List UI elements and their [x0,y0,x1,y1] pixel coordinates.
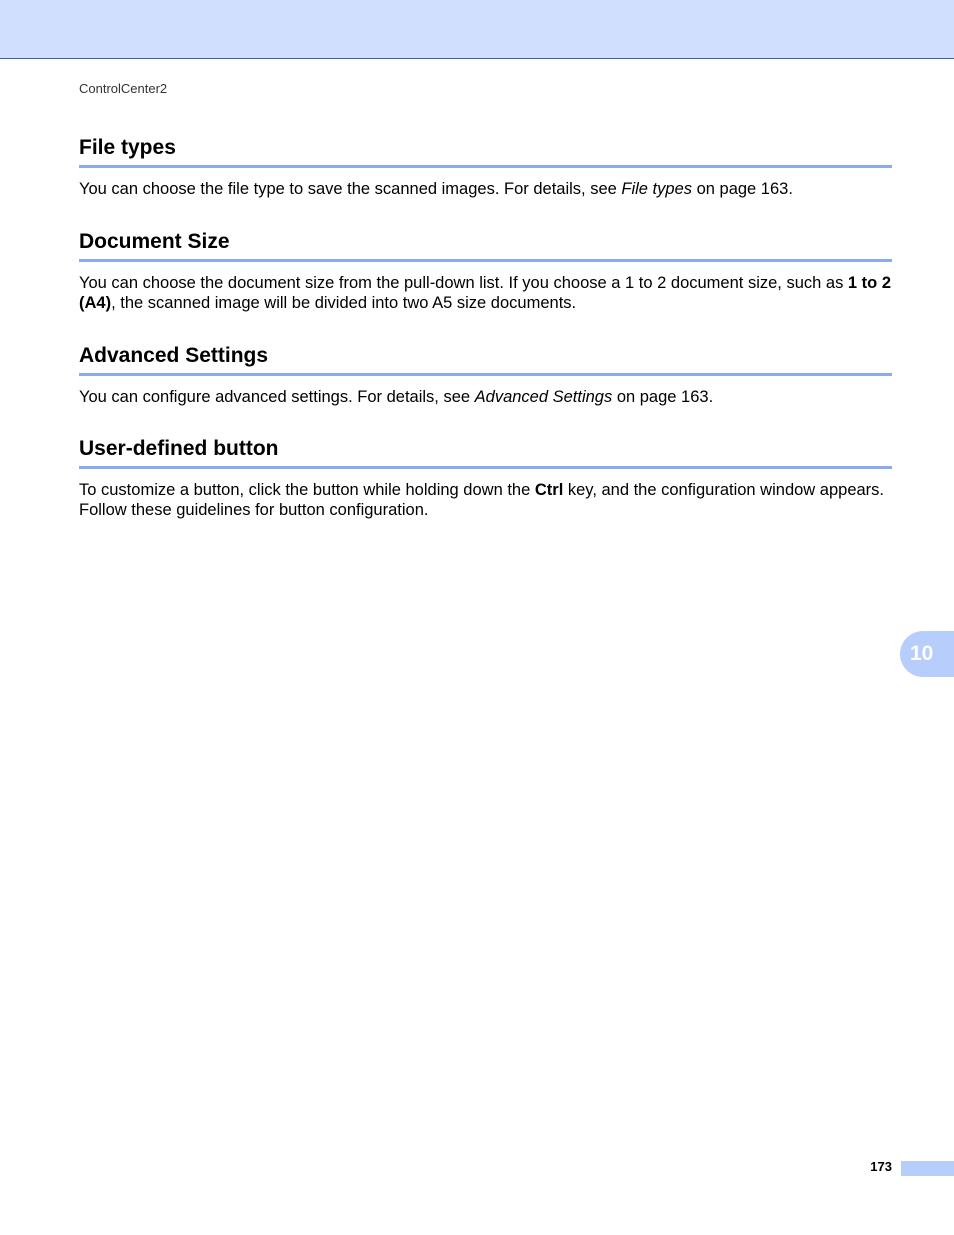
page-number: 173 [870,1159,892,1174]
chapter-tab: 10 [900,631,954,677]
emphasis-text: 1 to 2 (A4) [79,274,892,312]
text-run: on page 163. [692,180,793,198]
section-heading: User-defined button [79,436,892,469]
section-document-size [79,229,892,313]
section-paragraph [79,480,892,520]
text-run: on page 163. [612,388,714,406]
section-paragraph [79,273,892,313]
text-run: , the scanned image will be divided into two A5 size documents. [111,294,577,312]
cross-reference: File types [621,180,692,198]
text-run: You can choose the file type to save the scanned images. For details, see [79,180,622,198]
text-run: You can configure advanced settings. For details, see [79,388,475,406]
emphasis-text: Ctrl [534,481,564,499]
section-paragraph [79,387,892,407]
header-band [0,0,954,59]
page-number-bar [901,1161,954,1176]
cross-reference: Advanced Settings [474,388,613,406]
section-heading: File types [79,135,892,168]
section-paragraph [79,179,892,199]
section-user-defined-button [79,436,892,520]
text-run: You can choose the document size from the pull-down list. If you choose a 1 to 2 document size, such as [79,274,848,292]
text-run: key, and the configuration window appears. Follow these guidelines for button configuration. [79,481,885,519]
section-file-types [79,135,892,199]
section-heading: Advanced Settings [79,343,892,376]
section-heading: Document Size [79,229,892,262]
running-header: ControlCenter2 [79,81,168,96]
text-run: To customize a button, click the button while holding down the [79,481,535,499]
section-advanced-settings [79,343,892,407]
